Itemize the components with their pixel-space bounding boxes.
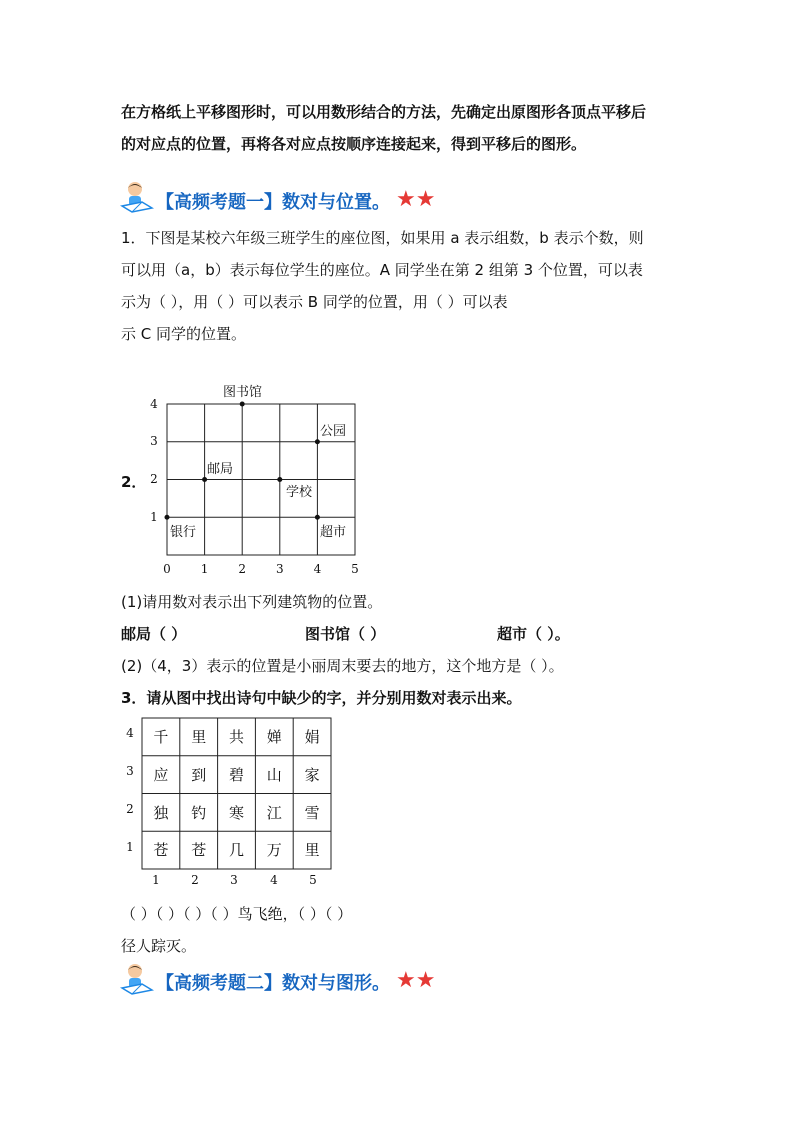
x-tick-2: 2 — [238, 562, 247, 576]
x-tick-1: 1 — [200, 562, 209, 576]
x-tick-3: 3 — [275, 562, 284, 576]
col-label-1: 1 — [152, 873, 160, 887]
grid-char: 苍 — [153, 841, 169, 859]
blank-post-office: 邮局（ ） — [121, 625, 187, 643]
grid-char: 几 — [228, 841, 245, 859]
row-label-3: 3 — [126, 764, 134, 778]
y-tick-4: 4 — [150, 397, 158, 411]
col-label-2: 2 — [191, 873, 199, 887]
difficulty-stars: ★★ — [396, 187, 436, 212]
col-label-3: 3 — [230, 873, 238, 887]
grid-char: 婵 — [266, 728, 282, 746]
difficulty-stars: ★★ — [396, 968, 436, 993]
student-reading-icon — [120, 180, 154, 214]
grid-char: 雪 — [304, 804, 320, 822]
y-tick-3: 3 — [150, 434, 158, 448]
bank-label: 银行 — [170, 525, 197, 540]
student-reading-icon — [120, 962, 154, 996]
q1-line-3: 示为（ ），用（ ）可以表示 B 同学的位置，用（ ）可以表 — [121, 293, 508, 311]
x-tick-4: 4 — [313, 562, 322, 576]
grid-char: 山 — [266, 766, 282, 784]
intro-line-2: 的对应点的位置，再将各对应点按顺序连接起来，得到平移后的图形。 — [121, 135, 587, 153]
q3-answer-line-2: 径人踪灭。 — [121, 937, 197, 955]
school-label: 学校 — [286, 485, 313, 500]
supermarket-label: 超市 — [320, 525, 347, 540]
grid-char: 里 — [304, 841, 320, 859]
grid-char: 万 — [266, 841, 282, 859]
school-point — [277, 477, 282, 482]
row-label-4: 4 — [126, 726, 134, 740]
section1-title: 【高频考题一】数对与位置。 — [156, 192, 390, 213]
grid-char: 家 — [304, 766, 320, 784]
blank-library: 图书馆（ ） — [305, 625, 386, 643]
col-label-5: 5 — [309, 873, 317, 887]
grid-char: 江 — [266, 804, 282, 822]
grid-char: 寒 — [228, 804, 245, 822]
park-point — [315, 439, 320, 444]
section2-title: 【高频考题二】数对与图形。 — [156, 973, 390, 994]
library-label: 图书馆 — [223, 385, 263, 400]
q2-sub1: (1)请用数对表示出下列建筑物的位置。 — [121, 593, 383, 611]
y-tick-2: 2 — [150, 472, 158, 486]
post-office-label: 邮局 — [207, 462, 234, 477]
bank-point — [165, 515, 170, 520]
grid-char: 碧 — [228, 766, 245, 784]
y-tick-1: 1 — [150, 510, 158, 524]
grid-char: 共 — [228, 728, 245, 746]
grid-char: 娟 — [304, 728, 320, 746]
q1-line-4: 示 C 同学的位置。 — [121, 325, 247, 343]
grid-char: 千 — [153, 728, 169, 746]
q2-coordinate-grid — [140, 378, 380, 578]
q2-sub2: (2)（4，3）表示的位置是小丽周末要去的地方，这个地方是（ ）。 — [121, 657, 564, 675]
q3-character-grid — [118, 712, 348, 892]
supermarket-point — [315, 515, 320, 520]
q1-line-1: 1．下图是某校六年级三班学生的座位图，如果用 a 表示组数，b 表示个数，则 — [121, 229, 644, 247]
col-label-4: 4 — [270, 873, 278, 887]
park-label: 公园 — [320, 424, 347, 439]
q3-answer-line-1: （ ）（ ）（ ）（ ）鸟飞绝，（ ）（ ） — [121, 905, 353, 923]
post-office-point — [202, 477, 207, 482]
q2-number: 2． — [121, 473, 147, 491]
library-point — [240, 402, 245, 407]
blank-supermarket: 超市（ ）。 — [497, 625, 570, 643]
grid-char: 到 — [191, 766, 207, 784]
row-label-2: 2 — [126, 802, 134, 816]
grid-char: 应 — [153, 766, 169, 784]
row-label-1: 1 — [126, 840, 134, 854]
grid-char: 钓 — [191, 804, 207, 822]
grid-char: 苍 — [191, 841, 207, 859]
x-tick-0: 0 — [163, 562, 171, 576]
x-tick-5: 5 — [351, 562, 359, 576]
grid-char: 里 — [191, 728, 207, 746]
q1-line-2: 可以用（a，b）表示每位学生的座位。A 同学坐在第 2 组第 3 个位置，可以表 — [121, 261, 643, 279]
intro-line-1: 在方格纸上平移图形时，可以用数形结合的方法，先确定出原图形各顶点平移后 — [121, 103, 647, 121]
grid-char: 独 — [153, 804, 169, 822]
q3-line-1: 3．请从图中找出诗句中缺少的字，并分别用数对表示出来。 — [121, 689, 522, 707]
